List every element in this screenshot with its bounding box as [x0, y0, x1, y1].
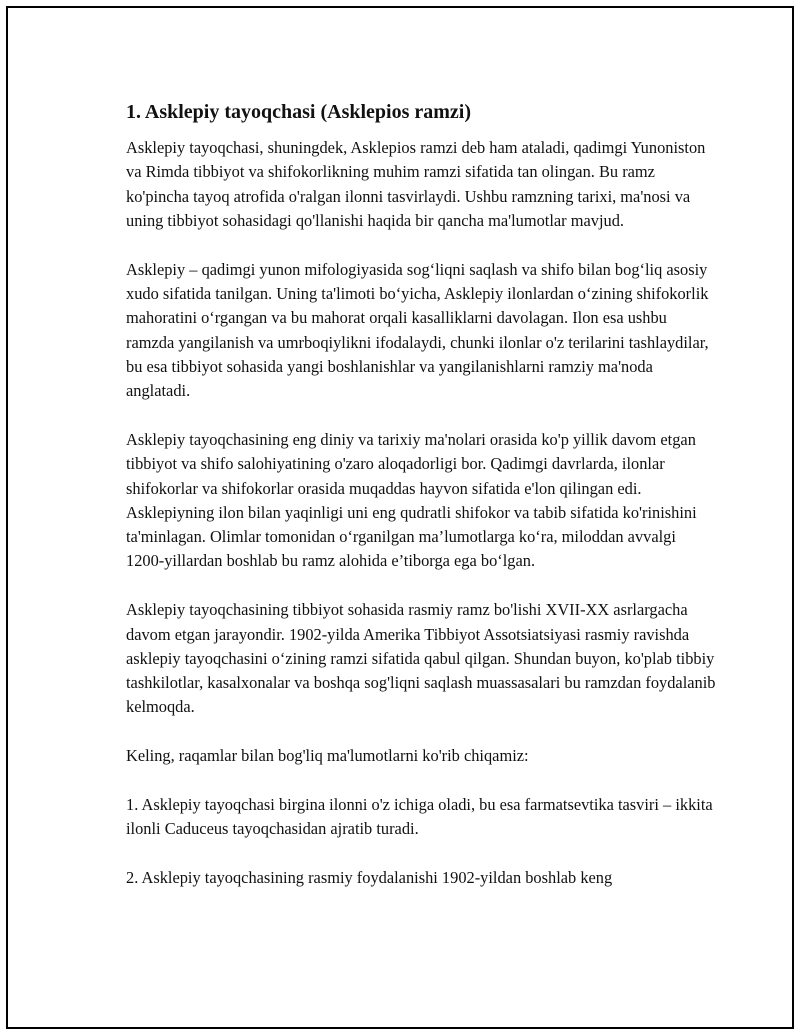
paragraph-mythology: Asklepiy – qadimgi yunon mifologiyasida sog‘liqni saqlash va shifo bilan bog‘liq asosiy xudo sifatida tanilgan. Uning ta'limoti bo‘yicha, Asklepiy ilonlardan o‘zining shifokorlik mahoratini o‘rgangan va bu mahorat orqali kasalliklarni davolagan. Ilon esa ushbu ramzda yangilanish va umrboqiylikni ifodalaydi, chunki ilonlar o'z terilarini tashlaydilar, bu esa tibbiyot sohasida yangi boshlanishlar va yangilanishlarni ramziy ma'noda anglatadi.	[126, 259, 709, 401]
page-frame	[6, 6, 794, 1029]
list-item-2: 2. Asklepiy tayoqchasining rasmiy foydalanishi 1902-yildan boshlab keng	[126, 868, 613, 888]
document-title: 1. Asklepiy tayoqchasi (Asklepios ramzi)	[126, 101, 472, 123]
paragraph-numbers-intro: Keling, raqamlar bilan bog'liq ma'lumotlarni ko'rib chiqamiz:	[126, 746, 529, 766]
paragraph-official-symbol: Asklepiy tayoqchasining tibbiyot sohasida rasmiy ramz bo'lishi XVII-XX asrlargacha davom etgan jarayondir. 1902-yilda Amerika Tibbiyot Assotsiatsiyasi rasmiy ravishda asklepiy tayoqchasini o‘zining ramzi sifatida qabul qilgan. Shundan buyon, ko'plab tibbiy tashkilotlar, kasalxonalar va boshqa sog'liqni saqlash muassasalari bu ramzdan foydalanib kelmoqda.	[126, 600, 716, 717]
document-body	[126, 100, 716, 915]
paragraph-history: Asklepiy tayoqchasining eng diniy va tarixiy ma'nolari orasida ko'p yillik davom etgan tibbiyot va shifo salohiyatining o'zaro aloqadorligi bor. Qadimgi davrlarda, ilonlar shifokorlar va shifokorlar orasida muqaddas hayvon sifatida e'lon qilingan edi. Asklepiyning ilon bilan yaqinligi uni eng qudratli shifokor va tabib sifatida ko'rinishini ta'minlagan. Olimlar tomonidan o‘rganilgan ma’lumotlarga ko‘ra, miloddan avvalgi 1200-yillardan boshlab bu ramz alohida e’tiborga ega bo‘lgan.	[126, 429, 697, 571]
paragraph-intro: Asklepiy tayoqchasi, shuningdek, Asklepios ramzi deb ham ataladi, qadimgi Yunoniston va Rimda tibbiyot va shifokorlikning muhim ramzi sifatida tan olingan. Bu ramz ko'pincha tayoq atrofida o'ralgan ilonni tasvirlaydi. Ushbu ramzning tarixi, ma'nosi va uning tibbiyot sohasidagi qo'llanishi haqida bir qancha ma'lumotlar mavjud.	[126, 138, 706, 230]
list-item-1: 1. Asklepiy tayoqchasi birgina ilonni o'z ichiga oladi, bu esa farmatsevtika tasviri – ikkita ilonli Caduceus tayoqchasidan ajratib turadi.	[126, 795, 713, 839]
